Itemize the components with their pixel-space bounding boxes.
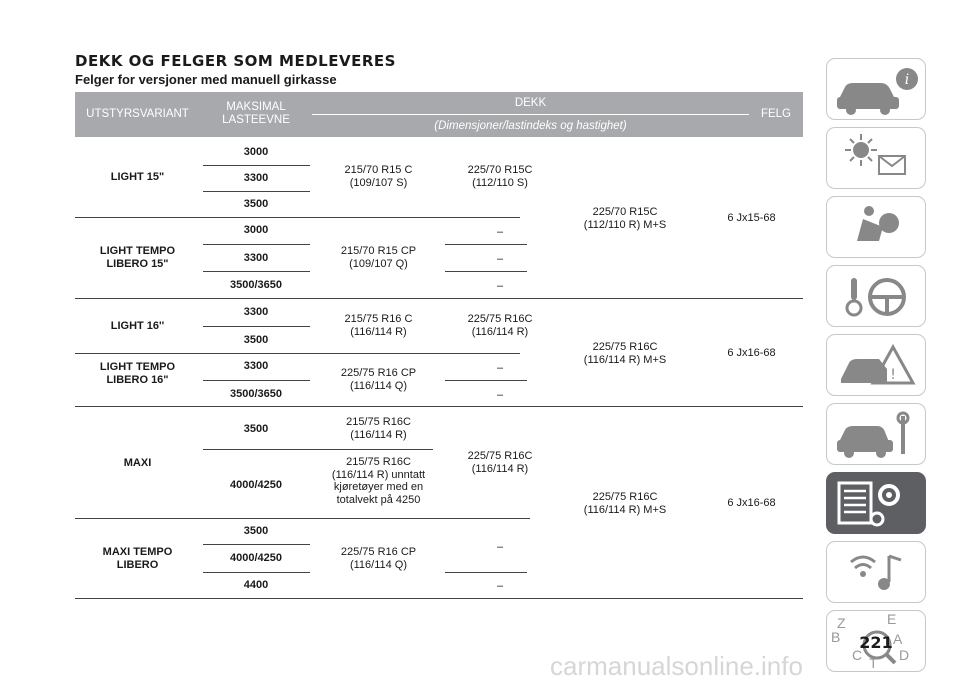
tyre-cell: 215/70 R15 CP (109/107 Q) [340, 245, 417, 270]
rule [203, 572, 310, 573]
index-letter: D [899, 647, 910, 663]
rim-cell: 6 Jx16-68 [727, 347, 776, 359]
rule [203, 244, 310, 245]
page-title: DEKK OG FELGER SOM MEDLEVERES [75, 52, 396, 70]
rule [203, 191, 310, 192]
tab-maintenance[interactable] [826, 403, 926, 465]
rim-cell: 6 Jx15-68 [727, 212, 776, 224]
tyre-cell: – [496, 541, 504, 553]
winter-tyre-cell: 225/70 R15C (112/110 R) M+S [583, 206, 667, 231]
tyre-cell: 215/75 R16C (116/114 R) [346, 416, 411, 441]
load-cell: 3500 [243, 198, 269, 210]
load-cell: 3500 [243, 423, 269, 435]
page-subtitle: Felger for versjoner med manuell girkasse [75, 72, 337, 87]
tyre-cell: – [496, 226, 504, 238]
tab-starting-driving[interactable] [826, 265, 926, 327]
variant-cell: MAXI [123, 457, 152, 469]
header-divider [312, 114, 749, 115]
tyre-cell: 225/75 R16 CP (116/114 Q) [340, 367, 417, 392]
tyre-cell: – [496, 580, 504, 592]
header-rim: FELG [760, 108, 792, 120]
load-cell: 3300 [243, 306, 269, 318]
tab-lights-messages[interactable] [826, 127, 926, 189]
load-cell: 3300 [243, 360, 269, 372]
variant-cell: LIGHT TEMPO LIBERO 16" [99, 361, 176, 386]
variant-cell: LIGHT 15" [110, 171, 165, 183]
multimedia-icon [827, 542, 927, 604]
variant-cell: LIGHT TEMPO LIBERO 15" [99, 245, 176, 270]
rule [203, 544, 310, 545]
header-variant: UTSTYRSVARIANT [86, 108, 189, 120]
header-tyre: DEKK [514, 97, 547, 109]
load-cell: 4000/4250 [230, 479, 282, 491]
tyre-cell: 225/70 R15C (112/110 S) [467, 164, 533, 189]
rule [445, 572, 527, 573]
rule [203, 449, 433, 450]
tab-emergency[interactable] [826, 334, 926, 396]
tyre-cell: 225/75 R16C (116/114 R) [467, 450, 533, 475]
table-header [75, 92, 803, 137]
rule [445, 271, 527, 272]
car-info-icon [827, 59, 927, 121]
load-cell: 3300 [243, 172, 269, 184]
index-letter: B [831, 629, 841, 645]
tyre-cell: – [496, 280, 504, 292]
load-cell: 4400 [243, 579, 269, 591]
header-tyre-sub: (Dimensjoner/lastindeks og hastighet) [434, 120, 627, 132]
load-cell: 3500/3650 [230, 279, 282, 291]
section-rule [75, 298, 803, 299]
winter-tyre-cell: 225/75 R16C (116/114 R) M+S [583, 491, 667, 516]
page-number: 221 [859, 633, 893, 652]
tyre-cell: 225/75 R16 CP (116/114 Q) [340, 546, 417, 571]
load-cell: 3000 [243, 224, 269, 236]
rule [75, 217, 520, 218]
load-cell: 4000/4250 [230, 552, 282, 564]
tab-multimedia[interactable] [826, 541, 926, 603]
warning-lights-icon [827, 128, 927, 190]
rule [203, 271, 310, 272]
index-letter: A [893, 631, 903, 647]
steering-wheel-icon [827, 266, 927, 328]
watermark: carmanualsonline.info [550, 651, 803, 681]
airbag-icon [827, 197, 927, 259]
tyre-cell: 215/70 R15 C (109/107 S) [344, 164, 413, 189]
load-cell: 3500/3650 [230, 388, 282, 400]
svg-text:i: i [904, 72, 910, 88]
rule [203, 380, 310, 381]
tab-safety[interactable] [826, 196, 926, 258]
rule [445, 380, 527, 381]
rule [445, 244, 527, 245]
rule [203, 326, 310, 327]
load-cell: 3000 [243, 146, 269, 158]
header-max-load: MAKSIMAL LASTEEVNE [222, 101, 290, 126]
variant-cell: MAXI TEMPO LIBERO [102, 546, 173, 571]
svg-text:!: ! [890, 367, 896, 383]
section-rule [75, 406, 803, 407]
tyre-cell: 225/75 R16C (116/114 R) [467, 313, 533, 338]
index-letter: Z [837, 615, 846, 631]
tyre-cell: – [496, 253, 504, 265]
winter-tyre-cell: 225/75 R16C (116/114 R) M+S [583, 341, 667, 366]
table-bottom-rule [75, 598, 803, 599]
index-letter: E [887, 611, 897, 627]
load-cell: 3500 [243, 334, 269, 346]
index-letter: C [852, 647, 863, 663]
tyre-cell: – [496, 389, 504, 401]
rim-cell: 6 Jx16-68 [727, 497, 776, 509]
tyre-cell: 215/75 R16 C (116/114 R) [344, 313, 413, 338]
load-cell: 3300 [243, 252, 269, 264]
tab-car-info[interactable] [826, 58, 926, 120]
tyre-cell: 215/75 R16C (116/114 R) unntatt kjøretøyer med en totalvekt på 4250 [331, 456, 426, 506]
emergency-icon [827, 335, 927, 397]
load-cell: 3500 [243, 525, 269, 537]
car-service-icon [827, 404, 927, 466]
rule [75, 518, 530, 519]
tyre-cell: – [496, 362, 504, 374]
rule [75, 353, 520, 354]
technical-data-icon [827, 473, 927, 535]
variant-cell: LIGHT 16'' [110, 320, 165, 332]
index-letter: T [869, 655, 878, 671]
rule [203, 165, 310, 166]
tab-technical-data[interactable] [826, 472, 926, 534]
